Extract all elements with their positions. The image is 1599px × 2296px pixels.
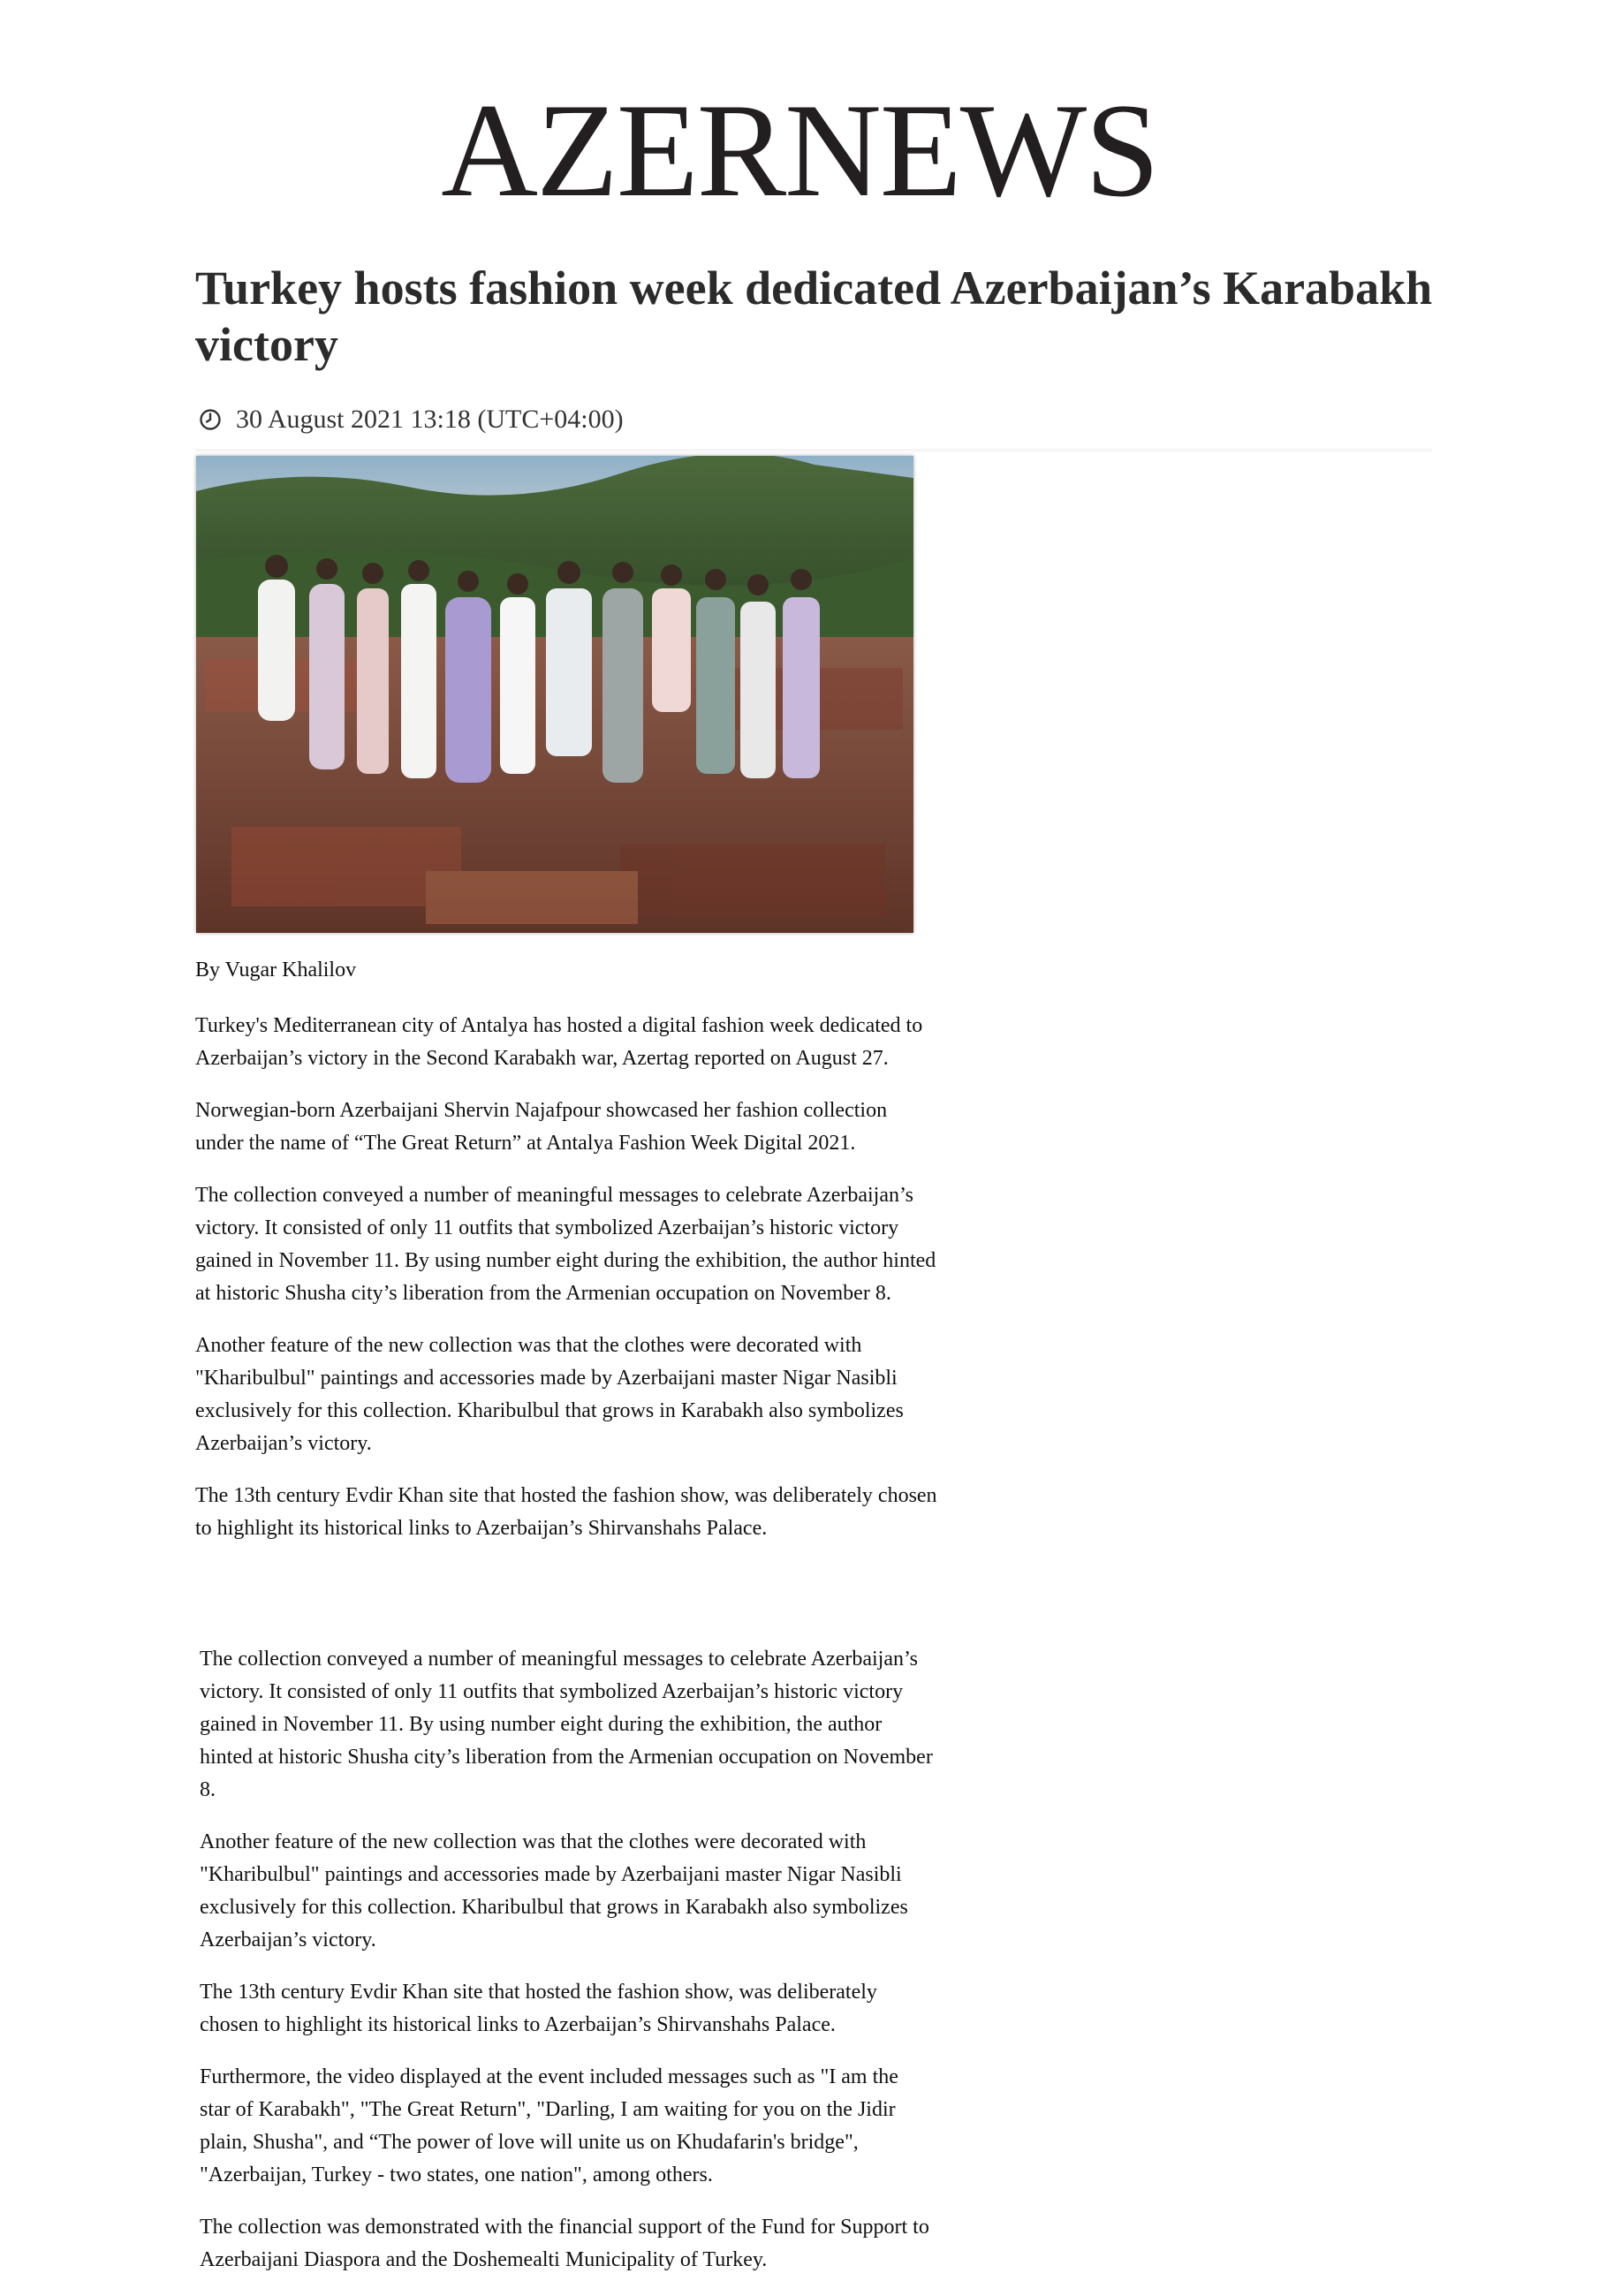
article-paragraph: The collection was demonstrated with the financial support of the Fund for Support to Azerbaijani Diaspora and the Doshemealti Municipality of Turkey.: [200, 2216, 929, 2271]
article-paragraph: The 13th century Evdir Khan site that hosted the fashion show, was deliberately chosen to highlight its historical links to Azerbaijan’s Shirvanshahs Palace.: [200, 1981, 877, 2036]
header-divider: [195, 449, 1432, 452]
article-byline: By Vugar Khalilov: [195, 959, 357, 981]
article-body-second: [200, 1643, 933, 2296]
article-paragraph: The collection conveyed a number of meaningful messages to celebrate Azerbaijan’s victory. It consisted of only 11 outfits that symbolized Azerbaijan’s historic victory gained in November 11. By using number eight during the exhibition, the author hinted at historic Shusha city’s liberation from the Armenian occupation on November 8.: [200, 1648, 933, 1801]
article-paragraph: Another feature of the new collection was that the clothes were decorated with "Kharibulbul" paintings and accessories made by Azerbaijani master Nigar Nasibli exclusively for this collection. Kharibulbul that grows in Karabakh also symbolizes Azerbaijan’s victory.: [200, 1830, 908, 1951]
article-paragraph: The 13th century Evdir Khan site that hosted the fashion show, was deliberately chosen to highlight its historical links to Azerbaijan’s Shirvanshahs Palace.: [195, 1484, 937, 1540]
article-paragraph: Another feature of the new collection was that the clothes were decorated with "Kharibulbul" paintings and accessories made by Azerbaijani master Nigar Nasibli exclusively for this collection. Kharibulbul that grows in Karabakh also symbolizes Azerbaijan’s victory.: [195, 1334, 904, 1455]
article-photo[interactable]: [196, 456, 913, 933]
article-date: 30 August 2021 13:18 (UTC+04:00): [236, 405, 624, 434]
article-title: Turkey hosts fashion week dedicated Azerbaijan’s Karabakh victory: [195, 261, 1433, 371]
article-paragraph: The collection conveyed a number of meaningful messages to celebrate Azerbaijan’s victory. It consisted of only 11 outfits that symbolized Azerbaijan’s historic victory gained in November 11. By using number eight during the exhibition, the author hinted at historic Shusha city’s liberation from the Armenian occupation on November 8.: [195, 1184, 936, 1305]
site-masthead[interactable]: AZERNEWS: [441, 76, 1158, 224]
article-paragraph: Furthermore, the video displayed at the event included messages such as "I am the star of Karabakh", "The Great Return", "Darling, I am waiting for you on the Jidir plain, Shusha", and “The power of love will unite us on Khudafarin's bridge", "Azerbaijan, Turkey - two states, one nation", among others.: [200, 2065, 898, 2186]
article-dateline: [199, 405, 624, 435]
clock-icon: [199, 408, 222, 431]
article-body-first: [195, 1010, 946, 1639]
article-paragraph: Turkey's Mediterranean city of Antalya has hosted a digital fashion week dedicated to Azerbaijan’s victory in the Second Karabakh war, Azertag reported on August 27.: [195, 1014, 923, 1070]
article-paragraph: Norwegian-born Azerbaijani Shervin Najafpour showcased her fashion collection under the name of “The Great Return” at Antalya Fashion Week Digital 2021.: [195, 1099, 888, 1155]
